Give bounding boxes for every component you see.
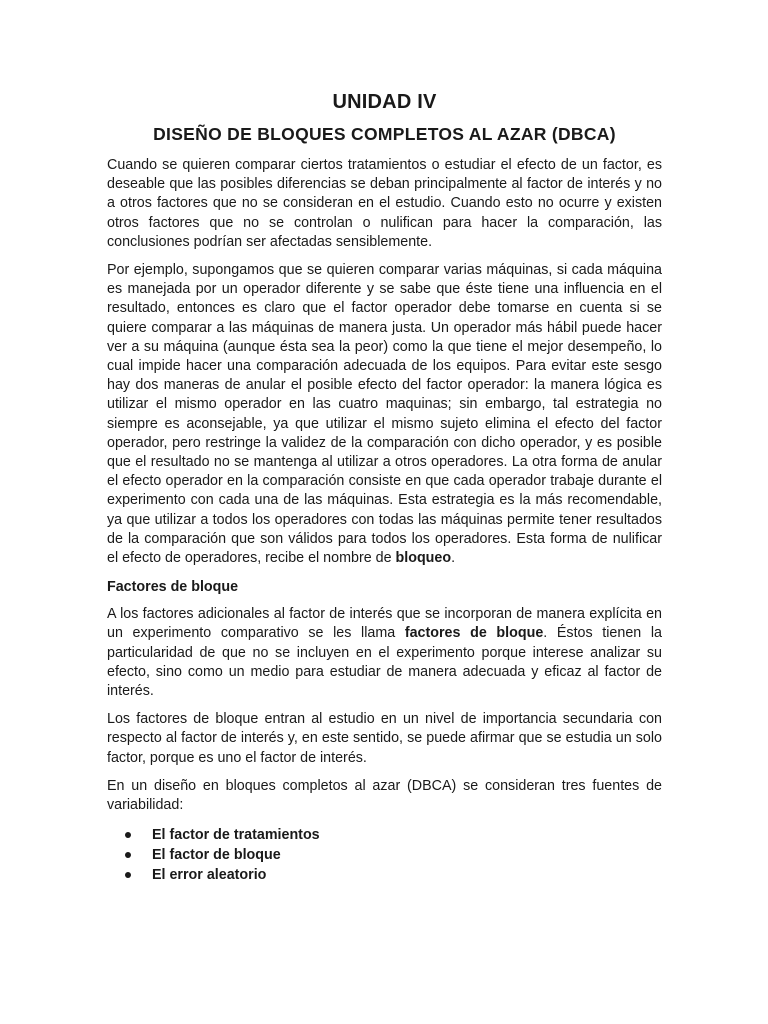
intro-paragraph-2-text: Por ejemplo, supongamos que se quieren comparar varias máquinas, si cada máquina es manejada por un operador diferente y se sabe que éste tiene una influencia en el resultado, entonces es claro que el factor operador debe tomarse en cuenta si se quiere comparar a las máquinas de manera justa. Un operador más hábil puede hacer ver a su máquina (aunque ésta sea la peor) como la que tiene el mejor desempeño, lo cual impide hacer una comparación adecuada de los equipos. Para evitar este sesgo hay dos maneras de anular el posible efecto del factor operador: la manera lógica es utilizar el mismo operador en las cuatro maquinas; sin embargo, tal estrategia no siempre es aconsejable, ya que utilizar el mismo sujeto elimina el efecto del factor operador, pero restringe la validez de la comparación con dicho operador, y es posible que el resultado no se mantenga al utilizar a otros operadores. La otra forma de anular el efecto operador en la comparación consiste en que cada operador trabaje durante el experimento con cada una de las máquinas. Esta estrategia es la más recomendable, ya que utilizar a todos los operadores con todas las máquinas permite tener resultados de la comparación que son válidos para todos los operadores. Esta forma de nulificar el efecto de operadores, recibe el nombre de [107, 262, 662, 567]
bullet-icon [125, 832, 131, 838]
section-paragraph-3: En un diseño en bloques completos al azar (DBCA) se consideran tres fuentes de variabilidad: [107, 777, 662, 814]
section-paragraph-1-after: . Éstos tienen la particularidad de que no se incluyen en el experimento porque interese analizar su efecto, sino como un medio para estudiar de manera adecuada y eficaz al factor de interés. [107, 625, 663, 700]
section-paragraph-1-before: A los factores adicionales al factor de interés que se incorporan de manera explícita en un experimento comparativo se les llama [107, 606, 662, 642]
section-paragraph-1 [107, 605, 662, 701]
bloqueo-term: bloqueo [395, 550, 452, 567]
list-item [125, 825, 662, 845]
intro-paragraph-1: Cuando se quieren comparar ciertos tratamientos o estudiar el efecto de un factor, es deseable que las posibles diferencias se deban principalmente al factor de interés y no a otros factores que no se consideran en el estudio. Cuando esto no ocurre y existen otros factores que no se controlan o nulifican para hacer la comparación, las conclusiones podrían ser afectadas sensiblemente. [107, 157, 662, 250]
document-title: DISEÑO DE BLOQUES COMPLETOS AL AZAR (DBCA) [153, 124, 616, 144]
intro-paragraph-2 [107, 261, 662, 568]
bullet-icon [125, 872, 131, 878]
list-item [125, 865, 662, 885]
document-page [107, 88, 662, 885]
unit-title: UNIDAD IV [332, 91, 437, 113]
list-item-label: El factor de bloque [152, 847, 281, 864]
list-item [125, 845, 662, 865]
section-heading-factores-de-bloque: Factores de bloque [107, 579, 239, 596]
section-paragraph-2: Los factores de bloque entran al estudio en un nivel de importancia secundaria con respecto al factor de interés y, en este sentido, se puede afirmar que se estudia un solo factor, porque es uno el factor de interés. [107, 711, 662, 766]
variability-sources-list [125, 825, 662, 885]
intro-paragraph-2-end: . [451, 550, 456, 567]
bullet-icon [125, 852, 131, 858]
list-item-label: El error aleatorio [152, 867, 267, 884]
list-item-label: El factor de tratamientos [152, 827, 320, 844]
factores-de-bloque-term: factores de bloque [404, 625, 544, 642]
